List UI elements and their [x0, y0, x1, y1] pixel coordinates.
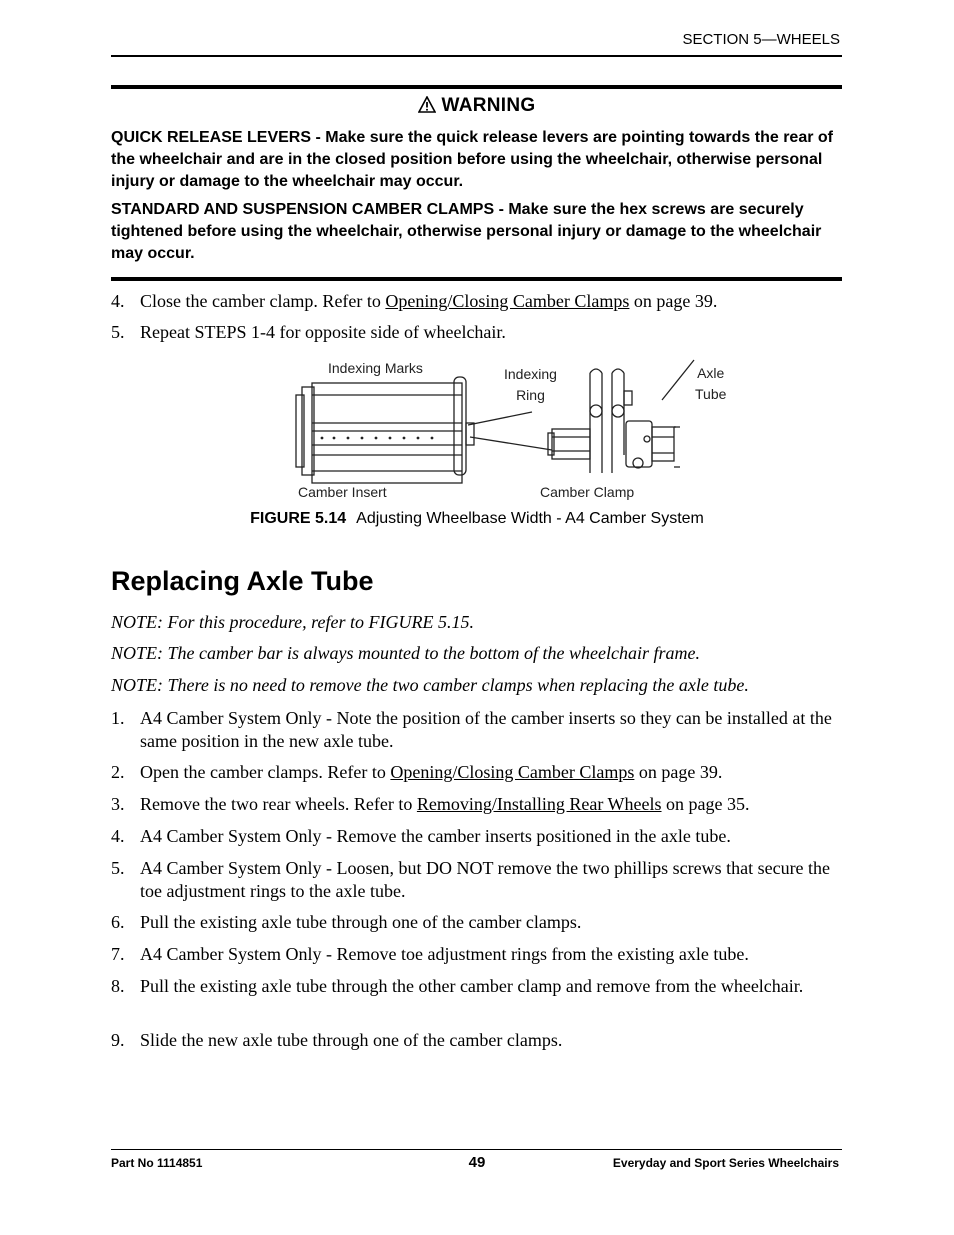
- label-camber-clamp: Camber Clamp: [540, 484, 635, 500]
- warning-lead: QUICK RELEASE LEVERS: [111, 129, 312, 146]
- list-item: 4. Close the camber clamp. Refer to Opening/Closing Camber Clamps on page 39.: [111, 291, 718, 311]
- list-item: 3. Remove the two rear wheels. Refer to Removing/Installing Rear Wheels on page 35.: [111, 794, 750, 814]
- list-item: 2. Open the camber clamps. Refer to Opening/Closing Camber Clamps on page 39.: [111, 762, 723, 782]
- figure-camber-system: [290, 355, 750, 505]
- warning-paragraph-quick-release: [111, 127, 842, 193]
- figure-number: FIGURE 5.14: [250, 510, 347, 527]
- warning-paragraph-camber-clamps: [111, 199, 842, 265]
- link-opening-closing-camber-clamps[interactable]: Opening/Closing Camber Clamps: [390, 762, 635, 782]
- figure-caption-text: Adjusting Wheelbase Width - A4 Camber System: [356, 510, 704, 527]
- warning-title: [111, 95, 842, 117]
- note: NOTE: For this procedure, refer to FIGURE 5.15.: [111, 612, 474, 632]
- page-number: 49: [468, 1154, 486, 1171]
- list-item: 6. Pull the existing axle tube through one of the camber clamps.: [111, 912, 582, 932]
- link-removing-installing-rear-wheels[interactable]: Removing/Installing Rear Wheels: [416, 794, 662, 814]
- list-item: 5. Repeat STEPS 1-4 for opposite side of wheelchair.: [111, 322, 506, 342]
- running-header: SECTION 5—WHEELS: [682, 31, 840, 48]
- list-item: 8. Pull the existing axle tube through the other camber clamp and remove from the wheelchair.: [111, 976, 804, 996]
- label-indexing-ring: Indexing Ring: [504, 366, 557, 403]
- warning-lead: STANDARD AND SUSPENSION CAMBER CLAMPS: [111, 201, 495, 218]
- label-axle-tube: Axle Tube: [695, 365, 727, 402]
- note: NOTE: The camber bar is always mounted to the bottom of the wheelchair frame.: [111, 643, 700, 663]
- label-indexing-marks: Indexing Marks: [328, 360, 423, 376]
- footer-title: Everyday and Sport Series Wheelchairs: [612, 1156, 839, 1170]
- section-title: Replacing Axle Tube: [111, 566, 374, 596]
- footer-rule: [111, 1149, 842, 1150]
- warning-text: - Make sure the quick release levers are pointing towards the rear of the wheelchair and are in the closed position before using the wheelchair, otherwise personal injury or damage to the wheelchair may occur.: [111, 129, 833, 190]
- header-rule: [111, 55, 842, 57]
- list-item: 7. A4 Camber System Only - Remove toe adjustment rings from the existing axle tube.: [111, 944, 749, 964]
- figure-caption: [0, 510, 954, 528]
- link-opening-closing-camber-clamps[interactable]: Opening/Closing Camber Clamps: [385, 291, 630, 311]
- warning-top-rule: [111, 85, 842, 89]
- list-item: 4. A4 Camber System Only - Remove the camber inserts positioned in the axle tube.: [111, 826, 731, 846]
- label-camber-insert: Camber Insert: [298, 484, 387, 500]
- warning-text: - Make sure the hex screws are securely tightened before using the wheelchair, otherwise personal injury or damage to the wheelchair may occur.: [111, 201, 822, 262]
- list-item: 9. Slide the new axle tube through one of the camber clamps.: [111, 1030, 563, 1050]
- warning-triangle-icon: [418, 96, 436, 113]
- note: NOTE: There is no need to remove the two camber clamps when replacing the axle tube.: [111, 675, 749, 695]
- footer-part-number: Part No 1114851: [111, 1156, 203, 1170]
- list-item: 5. A4 Camber System Only - Loosen, but DO NOT remove the two phillips screws that secure the toe adjustment rings to the axle tube.: [111, 858, 831, 901]
- list-item: 1. A4 Camber System Only - Note the position of the camber inserts so they can be installed at the same position in the new axle tube.: [111, 708, 832, 751]
- warning-bottom-rule: [111, 277, 842, 281]
- warning-title-text: WARNING: [441, 95, 536, 116]
